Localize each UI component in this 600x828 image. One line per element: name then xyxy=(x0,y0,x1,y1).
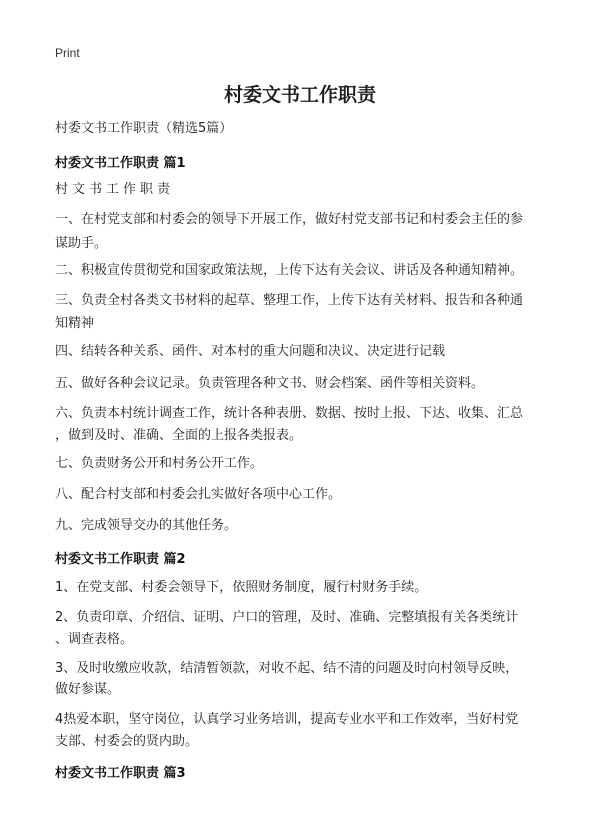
section-heading-1: 村委文书工作职责 篇1 xyxy=(55,156,186,171)
finance-item-4-line-1: 4热爱本职，坚守岗位，认真学习业务培训，提高专业水平和工作效率，当好村党 xyxy=(55,712,519,727)
print-link[interactable]: Print xyxy=(55,46,80,60)
finance-item-2-line-1: 2、负责印章、介绍信、证明、户口的管理，及时、准确、完整填报有关各类统计 xyxy=(55,610,519,625)
duty-item-1-line-1: 一、在村党支部和村委会的领导下开展工作，做好村党支部书记和村委会主任的参 xyxy=(55,212,524,227)
duty-item-4-line-1: 四、结转各种关系、函件、对本村的重大问题和决议、决定进行记载 xyxy=(55,344,446,359)
finance-item-4-line-2: 支部、村委会的贤内助。 xyxy=(55,734,199,749)
duty-item-8-line-1: 八、配合村支部和村委会扎实做好各项中心工作。 xyxy=(55,487,342,502)
finance-item-3-line-2: 做好参谋。 xyxy=(55,682,121,697)
finance-item-2-line-2: 、调查表格。 xyxy=(55,632,134,647)
page-title: 村委文书工作职责 xyxy=(223,84,376,106)
duty-item-9-line-1: 九、完成领导交办的其他任务。 xyxy=(55,518,238,533)
section-heading-2: 村委文书工作职责 篇2 xyxy=(55,552,186,567)
finance-item-3-line-1: 3、及时收缴应收款，结清暂领款，对收不起、结不清的问题及时向村领导反映， xyxy=(55,661,519,676)
duty-item-7-line-1: 七、负责财务公开和村务公开工作。 xyxy=(55,456,264,471)
duty-item-3-line-1: 三、负责全村各类文书材料的起草、整理工作，上传下达有关材料、报告和各种通 xyxy=(55,293,524,308)
duty-item-3-line-2: 知精神 xyxy=(55,316,95,331)
section-subheading: 村文书工作职责 xyxy=(55,182,175,197)
duty-item-6-line-1: 六、负责本村统计调查工作，统计各种表册、数据、按时上报、下达、收集、汇总 xyxy=(55,406,524,421)
document-subtitle: 村委文书工作职责（精选5篇） xyxy=(55,121,233,136)
duty-item-5-line-1: 五、做好各种会议记录。负责管理各种文书、财会档案、函件等相关资料。 xyxy=(55,376,485,391)
duty-item-2-line-1: 二、积极宣传贯彻党和国家政策法规，上传下达有关会议、讲话及各种通知精神。 xyxy=(55,263,524,278)
duty-item-1-line-2: 谋助手。 xyxy=(55,236,108,251)
section-heading-3: 村委文书工作职责 篇3 xyxy=(55,766,186,781)
finance-item-1-line-1: 1、在党支部、村委会领导下，依照财务制度，履行村财务手续。 xyxy=(55,580,428,595)
duty-item-6-line-2: ，做到及时、准确、全面的上报各类报表。 xyxy=(55,428,303,443)
